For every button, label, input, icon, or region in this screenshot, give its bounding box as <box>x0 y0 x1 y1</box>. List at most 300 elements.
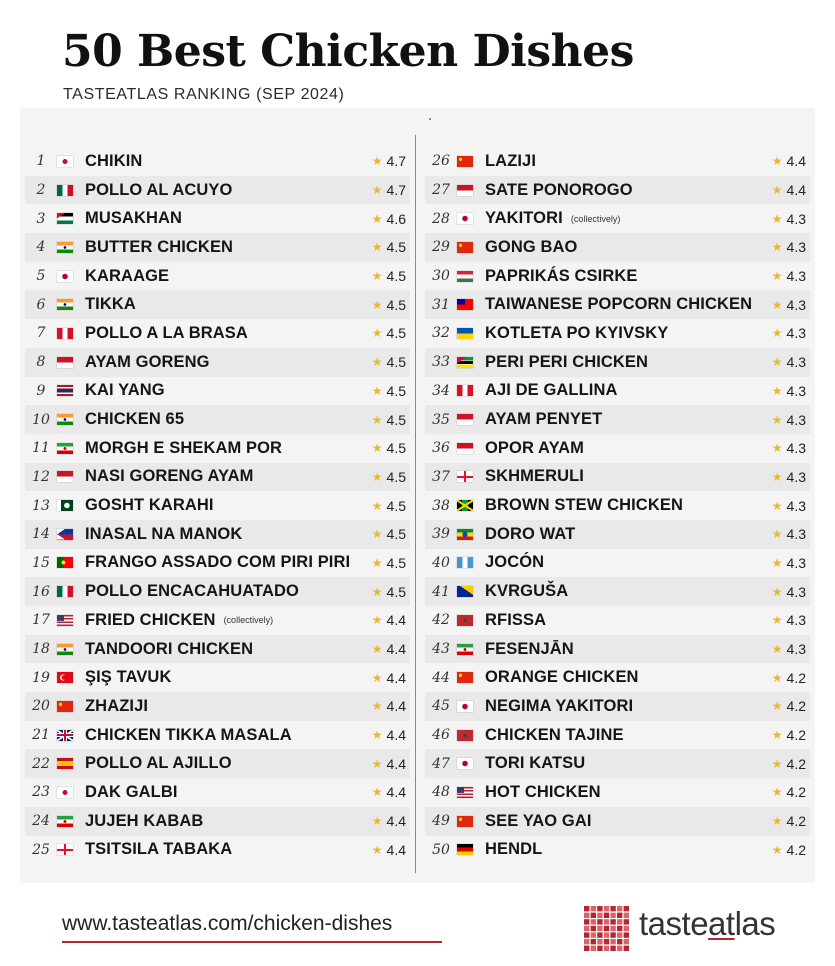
logo-tile <box>584 932 589 937</box>
flag-gb-icon <box>57 730 73 741</box>
flag-es-icon <box>57 758 73 769</box>
flag-cn-icon <box>457 672 473 683</box>
rating-value: 4.2 <box>786 755 806 772</box>
rank-number: 5 <box>36 268 46 285</box>
rank-number: 10 <box>32 411 50 428</box>
flag-ir-icon <box>57 816 73 827</box>
rating-value: 4.5 <box>386 554 406 571</box>
flag-us-icon <box>457 787 473 798</box>
logo-tile <box>584 946 589 951</box>
flag-cn-icon <box>457 816 473 827</box>
star-icon: ★ <box>771 814 783 829</box>
star-icon: ★ <box>371 670 383 685</box>
rating <box>772 836 806 865</box>
rank-number: 30 <box>432 268 450 285</box>
star-icon: ★ <box>771 441 783 456</box>
flag-ir-icon <box>457 644 473 655</box>
rank-number: 1 <box>36 153 46 170</box>
rating <box>372 549 406 578</box>
flag-id-icon <box>57 471 73 482</box>
flag-mx-icon <box>57 185 73 196</box>
dish-name: SATE PONOROGO <box>485 180 633 199</box>
rank-number: 44 <box>432 669 450 686</box>
rating <box>772 405 806 434</box>
logo-tile <box>597 906 602 911</box>
flag-ph-icon <box>57 529 73 540</box>
logo-tile <box>597 919 602 924</box>
rating-value: 4.5 <box>386 354 406 371</box>
flag-ge-icon <box>57 844 73 855</box>
flag-et-icon <box>457 529 473 540</box>
rating-value: 4.4 <box>386 841 406 858</box>
rating <box>772 749 806 778</box>
rating-value: 4.5 <box>386 583 406 600</box>
ranking-row <box>425 778 810 807</box>
logo-tile <box>604 939 609 944</box>
rating-value: 4.2 <box>786 727 806 744</box>
page-title: 50 Best Chicken Dishes <box>62 26 634 77</box>
ranking-row <box>425 807 810 836</box>
ranking-row <box>25 463 410 492</box>
dish-name: JUJEH KABAB <box>85 811 204 830</box>
star-icon: ★ <box>371 498 383 513</box>
panel-dot <box>429 118 431 120</box>
rating <box>372 405 406 434</box>
ranking-row <box>425 434 810 463</box>
ranking-row <box>425 204 810 233</box>
ranking-row <box>25 233 410 262</box>
ranking-row <box>425 749 810 778</box>
rank-number: 6 <box>36 296 46 313</box>
logo-tile <box>617 906 622 911</box>
logo-tile <box>624 913 629 918</box>
logo-tile <box>584 939 589 944</box>
star-icon: ★ <box>371 383 383 398</box>
rating <box>772 606 806 635</box>
rating-value: 4.5 <box>386 296 406 313</box>
rank-number: 38 <box>432 497 450 514</box>
logo-tile <box>597 926 602 931</box>
flag-id-icon <box>57 357 73 368</box>
logo-tile <box>624 946 629 951</box>
flag-cn-icon <box>457 156 473 167</box>
rating-value: 4.3 <box>786 440 806 457</box>
star-icon: ★ <box>771 355 783 370</box>
rating <box>372 807 406 836</box>
rating <box>772 290 806 319</box>
ranking-row <box>25 721 410 750</box>
logo-tile <box>624 939 629 944</box>
flag-ps-icon <box>57 213 73 224</box>
logo-tile <box>624 906 629 911</box>
ranking-row <box>25 692 410 721</box>
logo-tile <box>610 932 615 937</box>
dish-name: MORGH E SHEKAM POR <box>85 438 283 457</box>
ranking-column-left <box>25 147 410 864</box>
rating-value: 4.5 <box>386 325 406 342</box>
logo-tile <box>624 919 629 924</box>
rating-value: 4.2 <box>786 784 806 801</box>
dish-name: TANDOORI CHICKEN <box>85 639 254 658</box>
rank-number: 26 <box>432 153 450 170</box>
rating <box>372 491 406 520</box>
star-icon: ★ <box>371 699 383 714</box>
logo-tile <box>591 913 596 918</box>
dish-note: (collectively) <box>223 615 274 626</box>
star-icon: ★ <box>771 642 783 657</box>
rating <box>372 577 406 606</box>
rating <box>772 319 806 348</box>
rating-value: 4.3 <box>786 554 806 571</box>
ranking-row <box>425 147 810 176</box>
logo-tile <box>610 919 615 924</box>
rating-value: 4.3 <box>786 325 806 342</box>
logo-tile <box>591 919 596 924</box>
star-icon: ★ <box>771 699 783 714</box>
rating-value: 4.4 <box>386 669 406 686</box>
flag-hu-icon <box>457 271 473 282</box>
ranking-row <box>425 721 810 750</box>
rating <box>772 778 806 807</box>
logo-tile <box>591 946 596 951</box>
ranking-row <box>25 204 410 233</box>
rating-value: 4.4 <box>786 182 806 199</box>
dish-name: INASAL NA MANOK <box>85 524 243 543</box>
dish-name: CHICKEN TIKKA MASALA <box>85 725 292 744</box>
logo-tile <box>610 913 615 918</box>
ranking-row <box>425 233 810 262</box>
logo-tile <box>604 919 609 924</box>
star-icon: ★ <box>371 297 383 312</box>
ranking-row <box>25 348 410 377</box>
star-icon: ★ <box>371 785 383 800</box>
star-icon: ★ <box>371 240 383 255</box>
rank-number: 27 <box>432 182 450 199</box>
star-icon: ★ <box>771 326 783 341</box>
dish-name: CHICKEN TAJINE <box>485 725 624 744</box>
flag-us-icon <box>57 615 73 626</box>
rank-number: 23 <box>32 784 50 801</box>
ranking-row <box>25 491 410 520</box>
flag-ir-icon <box>57 443 73 454</box>
rating <box>372 520 406 549</box>
star-icon: ★ <box>371 756 383 771</box>
logo-tile <box>624 932 629 937</box>
flag-jp-icon <box>457 701 473 712</box>
rank-number: 22 <box>32 755 50 772</box>
dish-name: RFISSA <box>485 610 547 629</box>
rating-value: 4.3 <box>786 583 806 600</box>
rating-value: 4.4 <box>386 698 406 715</box>
dish-name: ZHAZIJI <box>85 696 149 715</box>
flag-id-icon <box>457 414 473 425</box>
rating-value: 4.4 <box>386 727 406 744</box>
star-icon: ★ <box>771 785 783 800</box>
logo-tile <box>604 913 609 918</box>
logo-tile <box>597 946 602 951</box>
dish-name: GOSHT KARAHI <box>85 496 214 515</box>
star-icon: ★ <box>771 728 783 743</box>
star-icon: ★ <box>371 269 383 284</box>
logo-tile <box>604 946 609 951</box>
rating-value: 4.3 <box>786 296 806 313</box>
rating <box>372 204 406 233</box>
dish-name: AYAM GORENG <box>85 352 210 371</box>
rating <box>772 147 806 176</box>
rating <box>772 204 806 233</box>
rating-value: 4.7 <box>386 182 406 199</box>
logo-tile <box>610 946 615 951</box>
dish-name: PERI PERI CHICKEN <box>485 352 649 371</box>
rank-number: 29 <box>432 239 450 256</box>
rating-value: 4.4 <box>386 612 406 629</box>
rating <box>372 836 406 865</box>
dish-name: PAPRIKÁS CSIRKE <box>485 266 638 285</box>
rank-number: 24 <box>32 813 50 830</box>
rank-number: 3 <box>36 210 46 227</box>
flag-pt-icon <box>57 557 73 568</box>
rating <box>372 721 406 750</box>
flag-in-icon <box>57 644 73 655</box>
logo-tile <box>624 926 629 931</box>
ranking-row <box>25 319 410 348</box>
footer-url-link[interactable]: www.tasteatlas.com/chicken-dishes <box>62 912 393 935</box>
rating <box>772 348 806 377</box>
flag-pk-icon <box>57 500 73 511</box>
logo-tile <box>604 906 609 911</box>
flag-in-icon <box>57 299 73 310</box>
ranking-row <box>425 290 810 319</box>
ranking-row <box>425 836 810 865</box>
ranking-row <box>25 606 410 635</box>
dish-name: KARAAGE <box>85 266 170 285</box>
logo-tile <box>584 926 589 931</box>
flag-in-icon <box>57 414 73 425</box>
flag-ua-icon <box>457 328 473 339</box>
dish-name: HOT CHICKEN <box>485 782 601 801</box>
rating-value: 4.3 <box>786 468 806 485</box>
logo-tile <box>610 939 615 944</box>
rating-value: 4.5 <box>386 411 406 428</box>
dish-name: POLLO AL AJILLO <box>85 754 232 773</box>
dish-name: KOTLETA PO KYIVSKY <box>485 323 669 342</box>
dish-name: OPOR AYAM <box>485 438 585 457</box>
flag-pe-icon <box>457 385 473 396</box>
dish-name: ŞIŞ TAVUK <box>85 668 172 687</box>
ranking-row <box>425 319 810 348</box>
rank-number: 37 <box>432 468 450 485</box>
dish-name: KAI YANG <box>85 381 165 400</box>
star-icon: ★ <box>771 670 783 685</box>
rating <box>372 663 406 692</box>
rating <box>372 176 406 205</box>
ranking-row <box>425 520 810 549</box>
rating <box>372 778 406 807</box>
flag-ma-icon <box>457 730 473 741</box>
rank-number: 12 <box>32 468 50 485</box>
star-icon: ★ <box>371 584 383 599</box>
rank-number: 49 <box>432 813 450 830</box>
rating-value: 4.4 <box>386 784 406 801</box>
logo-tile <box>610 906 615 911</box>
dish-name: TSITSILA TABAKA <box>85 840 233 859</box>
rank-number: 42 <box>432 612 450 629</box>
ranking-row <box>25 520 410 549</box>
ranking-row <box>25 147 410 176</box>
rating-value: 4.3 <box>786 382 806 399</box>
logo-tile <box>617 939 622 944</box>
star-icon: ★ <box>371 412 383 427</box>
ranking-row <box>425 463 810 492</box>
star-icon: ★ <box>771 555 783 570</box>
logo-tile <box>597 913 602 918</box>
flag-jp-icon <box>457 758 473 769</box>
ranking-row <box>25 377 410 406</box>
rating-value: 4.4 <box>386 813 406 830</box>
rating-value: 4.2 <box>786 813 806 830</box>
rating-value: 4.2 <box>786 669 806 686</box>
rank-number: 50 <box>432 841 450 858</box>
star-icon: ★ <box>771 297 783 312</box>
star-icon: ★ <box>371 326 383 341</box>
rank-number: 18 <box>32 641 50 658</box>
ranking-row <box>425 549 810 578</box>
dish-name: FESENJĀN <box>485 639 574 658</box>
star-icon: ★ <box>771 842 783 857</box>
ranking-row <box>25 434 410 463</box>
rating <box>772 233 806 262</box>
logo-tile <box>617 926 622 931</box>
logo-tile <box>617 919 622 924</box>
logo-tile <box>604 932 609 937</box>
flag-id-icon <box>457 443 473 454</box>
rating <box>772 663 806 692</box>
star-icon: ★ <box>771 584 783 599</box>
rating <box>372 692 406 721</box>
dish-name: YAKITORI <box>485 209 563 228</box>
column-divider <box>415 135 416 873</box>
rating-value: 4.3 <box>786 239 806 256</box>
rating-value: 4.3 <box>786 526 806 543</box>
rank-number: 32 <box>432 325 450 342</box>
rank-number: 41 <box>432 583 450 600</box>
ranking-row <box>425 491 810 520</box>
rank-number: 19 <box>32 669 50 686</box>
ranking-row <box>425 348 810 377</box>
logo-tile <box>584 913 589 918</box>
ranking-row <box>25 405 410 434</box>
flag-jp-icon <box>57 271 73 282</box>
rating <box>372 635 406 664</box>
logo-tile <box>597 939 602 944</box>
dish-name: BUTTER CHICKEN <box>85 237 234 256</box>
ranking-row <box>25 749 410 778</box>
rank-number: 20 <box>32 698 50 715</box>
ranking-row <box>425 635 810 664</box>
ranking-row <box>425 663 810 692</box>
ranking-row <box>425 405 810 434</box>
flag-jm-icon <box>457 500 473 511</box>
dish-name: CHIKIN <box>85 151 143 170</box>
star-icon: ★ <box>371 814 383 829</box>
flag-ma-icon <box>457 615 473 626</box>
rating <box>372 233 406 262</box>
ranking-row <box>25 836 410 865</box>
star-icon: ★ <box>771 412 783 427</box>
star-icon: ★ <box>371 469 383 484</box>
flag-pe-icon <box>57 328 73 339</box>
logo-tile <box>617 932 622 937</box>
rating-value: 4.3 <box>786 354 806 371</box>
logo-text-highlight: at <box>708 905 735 942</box>
flag-cn-icon <box>57 701 73 712</box>
rating-value: 4.5 <box>386 268 406 285</box>
dish-name: JOCÓN <box>485 553 545 572</box>
star-icon: ★ <box>771 240 783 255</box>
logo-tile <box>591 932 596 937</box>
star-icon: ★ <box>771 469 783 484</box>
flag-jp-icon <box>457 213 473 224</box>
dish-name: KVRGUŠA <box>485 582 569 601</box>
rating-value: 4.5 <box>386 382 406 399</box>
page-subtitle: TASTEATLAS RANKING (SEP 2024) <box>63 86 345 103</box>
rank-number: 46 <box>432 727 450 744</box>
flag-ba-icon <box>457 586 473 597</box>
footer-url-underline <box>62 941 442 943</box>
logo-tile <box>591 939 596 944</box>
star-icon: ★ <box>771 183 783 198</box>
rank-number: 40 <box>432 554 450 571</box>
rating <box>772 721 806 750</box>
rating-value: 4.5 <box>386 468 406 485</box>
dish-name: FRANGO ASSADO COM PIRI PIRI <box>85 553 351 572</box>
ranking-row <box>425 692 810 721</box>
star-icon: ★ <box>371 154 383 169</box>
dish-name: AJI DE GALLINA <box>485 381 618 400</box>
dish-name: AYAM PENYET <box>485 410 603 429</box>
rating-value: 4.3 <box>786 268 806 285</box>
flag-kr-icon <box>57 156 73 167</box>
rating-value: 4.5 <box>386 440 406 457</box>
rating <box>372 377 406 406</box>
rating-value: 4.3 <box>786 497 806 514</box>
rating-value: 4.4 <box>786 153 806 170</box>
dish-name: POLLO ENCACAHUATADO <box>85 582 299 601</box>
rank-number: 15 <box>32 554 50 571</box>
dish-name: GONG BAO <box>485 237 578 256</box>
dish-note: (collectively) <box>570 213 621 224</box>
rank-number: 31 <box>432 296 450 313</box>
rank-number: 48 <box>432 784 450 801</box>
ranking-row <box>25 290 410 319</box>
rating-value: 4.4 <box>386 641 406 658</box>
dish-name: NASI GORENG AYAM <box>85 467 254 486</box>
star-icon: ★ <box>771 498 783 513</box>
star-icon: ★ <box>371 527 383 542</box>
logo-text-part: taste <box>639 905 709 942</box>
rank-number: 14 <box>32 526 50 543</box>
rank-number: 4 <box>36 239 46 256</box>
rank-number: 25 <box>32 841 50 858</box>
rating <box>372 319 406 348</box>
rating-value: 4.3 <box>786 612 806 629</box>
rating-value: 4.5 <box>386 497 406 514</box>
star-icon: ★ <box>371 728 383 743</box>
rating <box>772 377 806 406</box>
rank-number: 17 <box>32 612 50 629</box>
logo-tile <box>597 932 602 937</box>
ranking-row <box>425 262 810 291</box>
